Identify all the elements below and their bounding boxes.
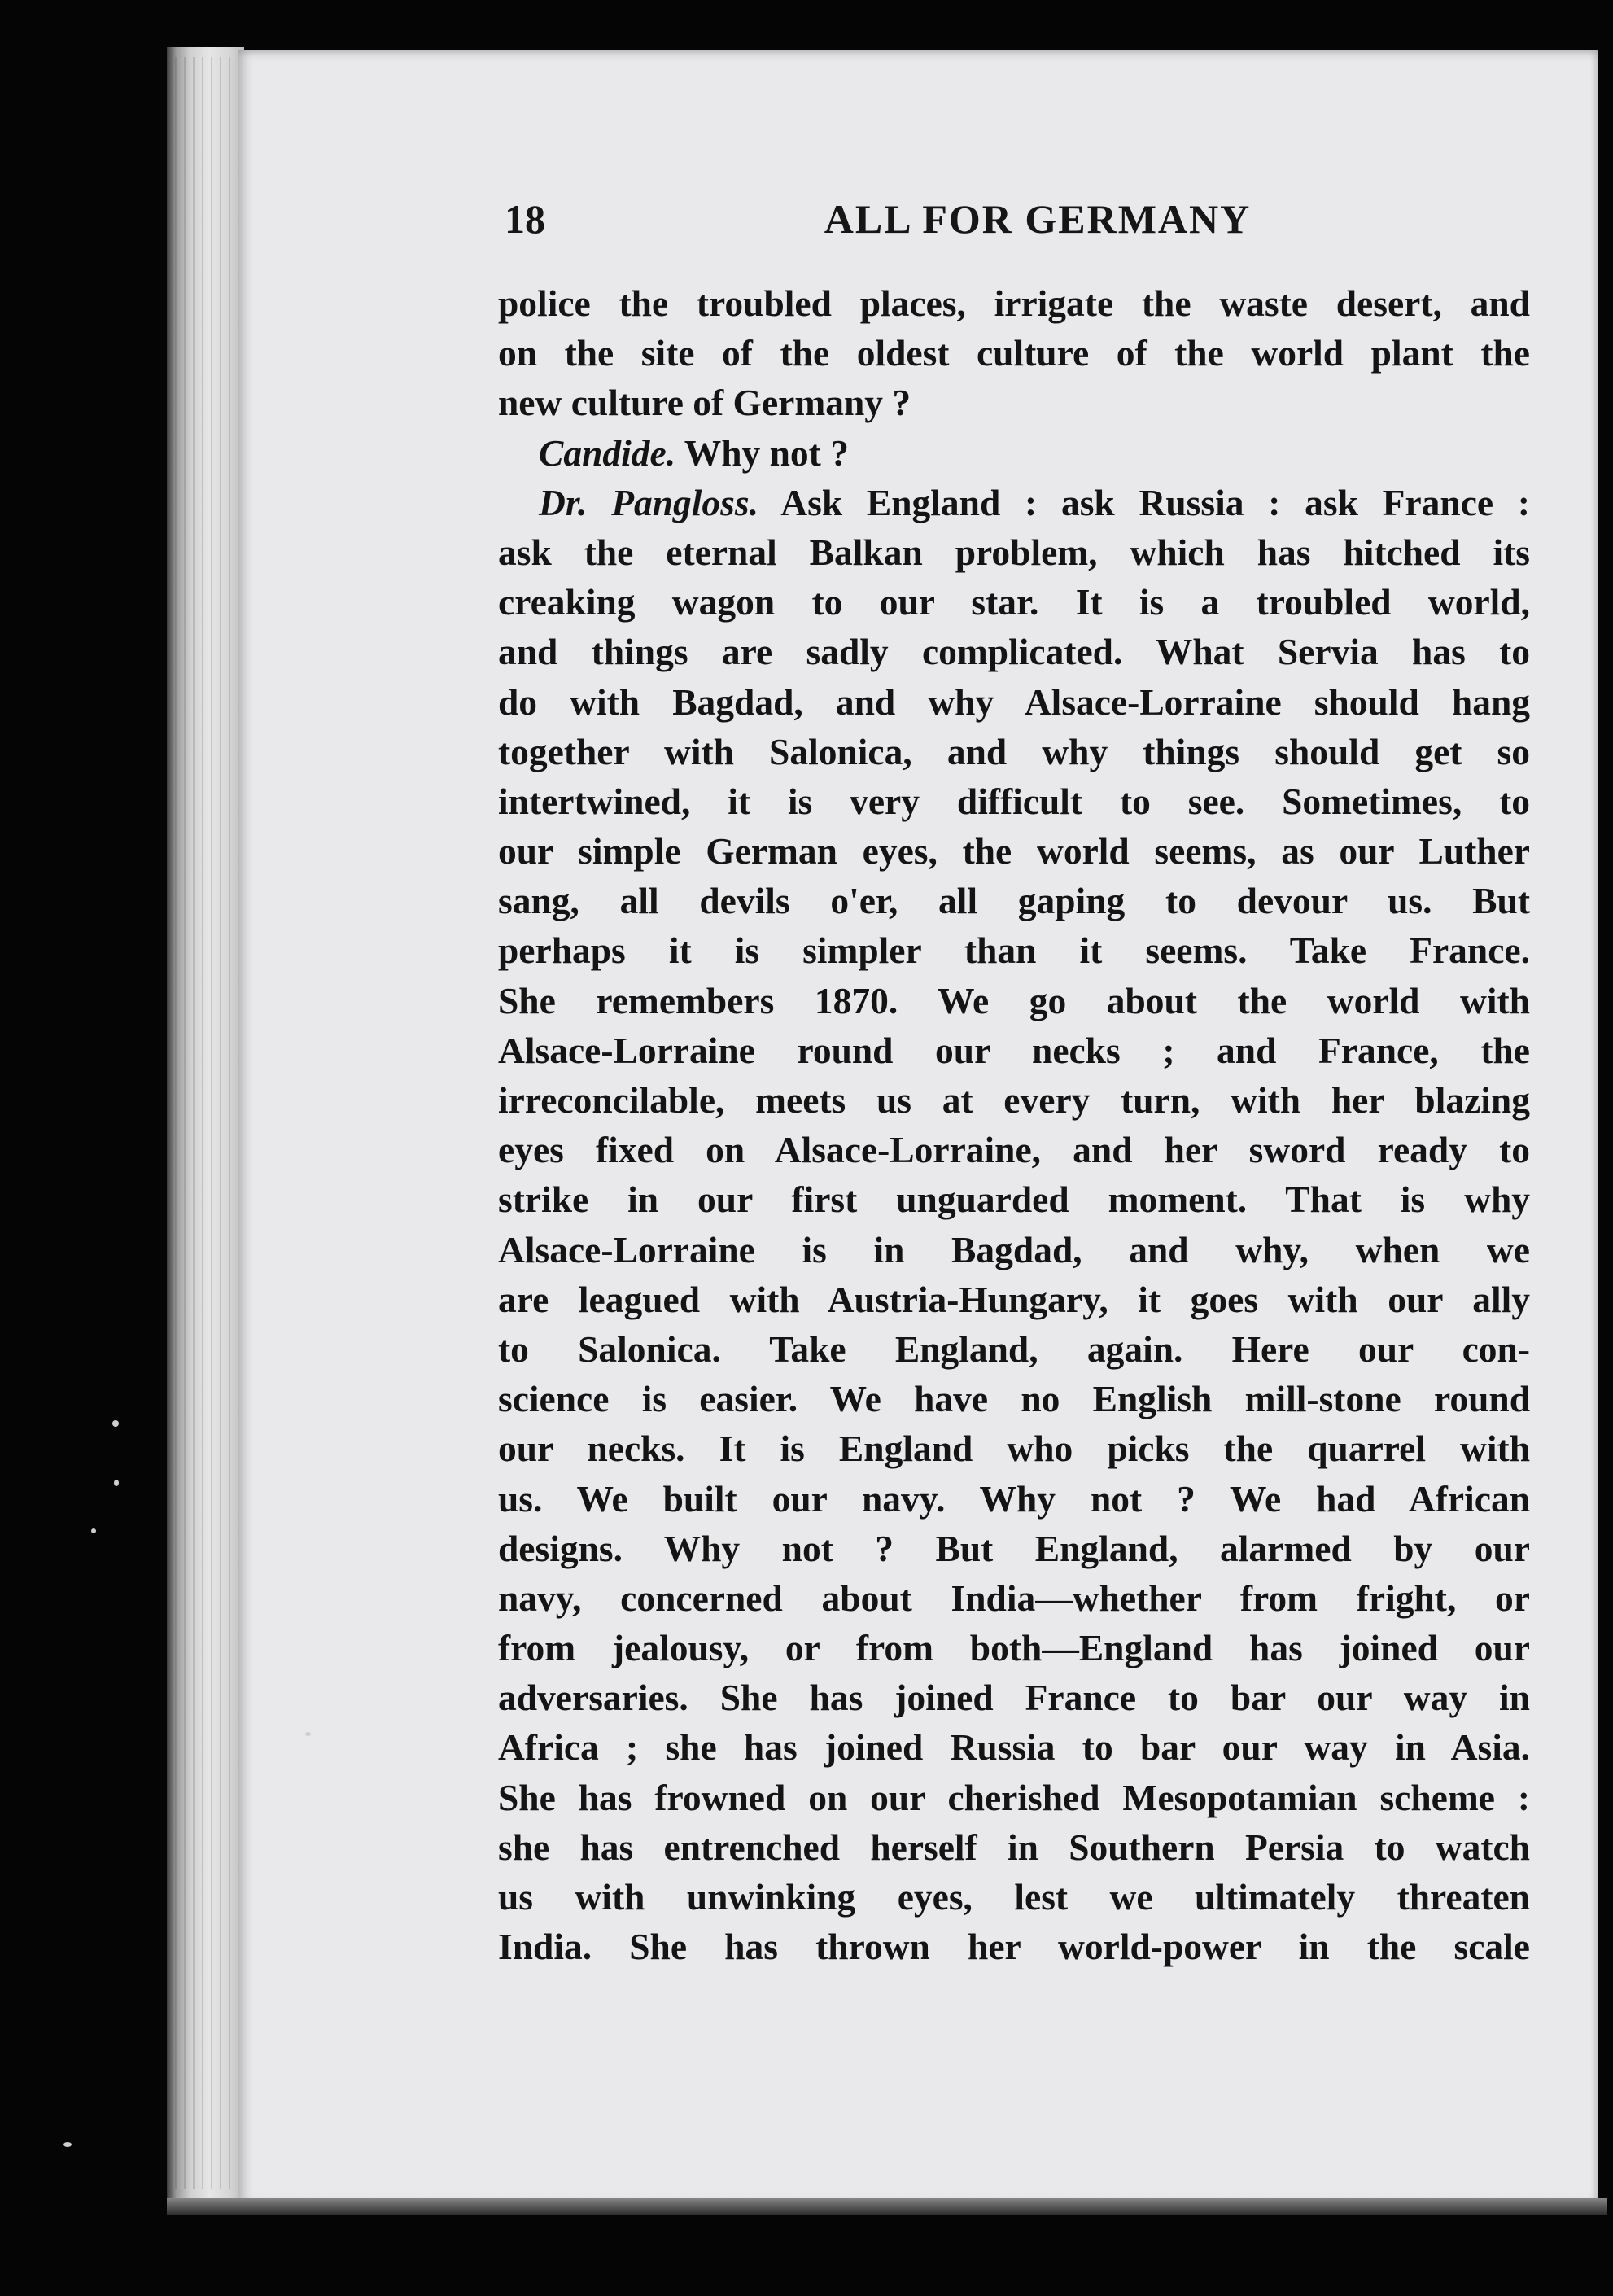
text-line: She has frowned on our cherished Mesopotamian scheme : — [498, 1776, 1530, 1818]
speech-text: Ask England : ask Russia : ask France : — [780, 481, 1530, 523]
text-line: together with Salonica, and why things should get so — [498, 730, 1530, 772]
text-line: She remembers 1870. We go about the world with — [498, 979, 1530, 1021]
text-line: our simple German eyes, the world seems, as our Luther — [498, 830, 1530, 872]
text-line: sang, all devils o'er, all gaping to devour us. But — [498, 880, 1530, 922]
text-line: our necks. It is England who picks the quarrel with — [498, 1428, 1530, 1470]
text-line: and things are sadly complicated. What Servia has to — [498, 631, 1530, 673]
page-bottom-edge — [167, 2198, 1607, 2215]
text-line: new culture of Germany ? — [498, 382, 911, 424]
text-line: strike in our first unguarded moment. That is why — [498, 1179, 1530, 1221]
dust-speck — [112, 1420, 119, 1427]
text-line: us with unwinking eyes, lest we ultimately threaten — [498, 1876, 1530, 1918]
text-line: intertwined, it is very difficult to see. Sometimes, to — [498, 780, 1530, 822]
text-line: do with Bagdad, and why Alsace-Lorraine should hang — [498, 680, 1530, 723]
dust-speck — [305, 1732, 311, 1736]
text-line: from jealousy, or from both—England has joined our — [498, 1627, 1530, 1669]
text-line: are leagued with Austria-Hungary, it goes with our ally — [498, 1278, 1530, 1320]
page-edges-texture — [175, 57, 240, 2189]
text-line: police the troubled places, irrigate the waste desert, and — [498, 282, 1530, 324]
text-line: Africa ; she has joined Russia to bar our way in Asia. — [498, 1726, 1530, 1769]
dust-speck — [91, 1528, 96, 1533]
text-line: ask the eternal Balkan problem, which has hitched its — [498, 531, 1530, 573]
dialogue-line — [498, 428, 1530, 478]
text-line: adversaries. She has joined France to bar our way in — [498, 1677, 1530, 1719]
text-line: perhaps it is simpler than it seems. Take France. — [498, 929, 1530, 972]
text-line: to Salonica. Take England, again. Here our con- — [498, 1327, 1530, 1370]
text-line: navy, concerned about India—whether from fright, or — [498, 1577, 1530, 1619]
text-line: Alsace-Lorraine is in Bagdad, and why, when we — [498, 1228, 1530, 1270]
text-line: irreconcilable, meets us at every turn, with her blazing — [498, 1079, 1530, 1121]
page-number: 18 — [505, 196, 545, 242]
dust-speck — [63, 2142, 72, 2147]
speaker-name: Candide. — [539, 431, 676, 474]
text-line: Alsace-Lorraine round our necks ; and France, the — [498, 1029, 1530, 1071]
running-head: ALL FOR GERMANY — [824, 196, 1252, 242]
text-line: creaking wagon to our star. It is a troubled world, — [498, 581, 1530, 623]
text-line: India. She has thrown her world-power in the scale — [498, 1926, 1530, 1968]
dialogue-line — [498, 478, 1530, 527]
body-text — [498, 278, 1530, 1971]
text-line: designs. Why not ? But England, alarmed by our — [498, 1527, 1530, 1569]
text-line: she has entrenched herself in Southern Persia to watch — [498, 1826, 1530, 1868]
page-header — [505, 195, 1538, 252]
speaker-name: Dr. Pangloss. — [539, 481, 758, 523]
speech-text: Why not ? — [684, 431, 849, 474]
dust-speck — [114, 1480, 119, 1486]
text-line: us. We built our navy. Why not ? We had African — [498, 1477, 1530, 1520]
text-line: eyes fixed on Alsace-Lorraine, and her sword ready to — [498, 1129, 1530, 1171]
text-line: on the site of the oldest culture of the world plant the — [498, 332, 1530, 374]
text-line: science is easier. We have no English mill-stone round — [498, 1378, 1530, 1420]
